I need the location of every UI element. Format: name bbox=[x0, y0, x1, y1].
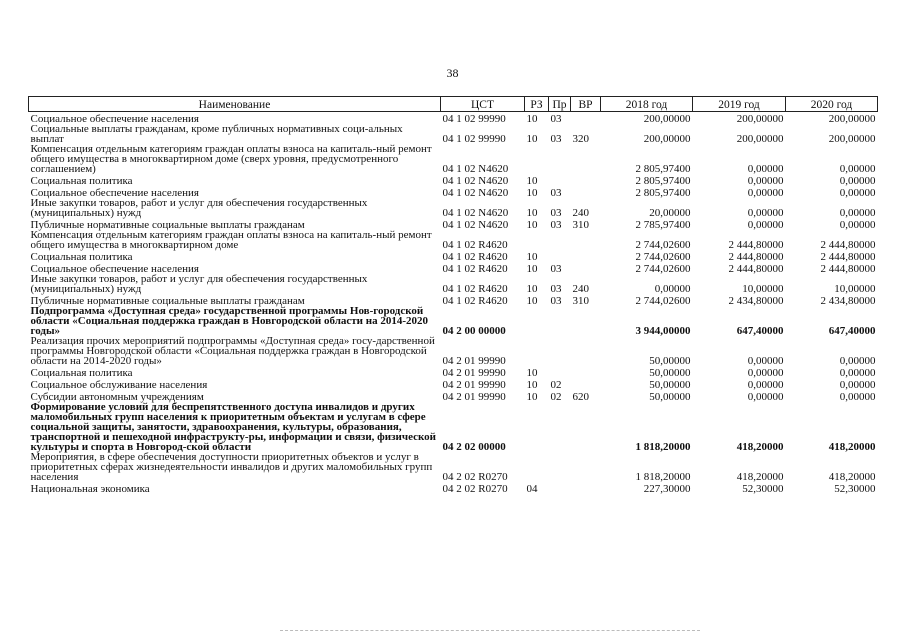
table-row bbox=[29, 452, 878, 482]
row-vr bbox=[571, 452, 601, 482]
row-2020: 200,00000 bbox=[828, 133, 876, 145]
row-name: Иные закупки товаров, работ и услуг для обеспечения государственных (муниципальных) нужд bbox=[30, 273, 368, 295]
row-name: Формирование условий для беспрепятственного доступа инвалидов и других маломобильных групп населения к приоритетным объектам и услугам в сфере социальной защиты, занятости, здравоохранения, культуры, образования, транспортной и пешеходной инфраструкту-ры, информации и связи, физической культуры и спорта в Новгород-ской области bbox=[30, 401, 437, 453]
row-rz bbox=[525, 230, 549, 250]
row-pr: 03 bbox=[550, 133, 562, 145]
row-name: Публичные нормативные социальные выплаты гражданам bbox=[30, 219, 305, 231]
row-cst: 04 1 02 R4620 bbox=[442, 263, 508, 275]
row-pr: 02 bbox=[550, 379, 562, 391]
row-2018: 200,00000 bbox=[643, 113, 691, 125]
row-name: Компенсация отдельным категориям граждан оплаты взноса на капиталь-ный ремонт общего имущества в многоквартирном доме bbox=[30, 229, 432, 251]
row-pr bbox=[549, 250, 571, 262]
row-cst: 04 1 02 99990 bbox=[442, 133, 506, 145]
row-vr bbox=[571, 174, 601, 186]
row-vr: 310 bbox=[572, 219, 589, 231]
row-name: Реализация прочих мероприятий подпрограммы «Доступная среда» госу-дарственной программы Новгородской области «Социальная поддержка граждан в Новгородской области на 2014-2020 годы» bbox=[30, 335, 435, 367]
row-rz: 10 bbox=[526, 251, 538, 263]
row-vr: 240 bbox=[572, 283, 589, 295]
row-pr bbox=[549, 482, 571, 494]
table-row bbox=[29, 198, 878, 218]
row-2020: 0,00000 bbox=[839, 187, 876, 199]
row-2019: 0,00000 bbox=[747, 379, 784, 391]
row-2020: 2 444,80000 bbox=[820, 239, 876, 251]
row-cst: 04 2 00 00000 bbox=[442, 325, 506, 337]
col-header-2019: 2019 год bbox=[693, 97, 786, 112]
row-cst: 04 1 02 N4620 bbox=[442, 175, 509, 187]
row-cst: 04 1 02 R4620 bbox=[442, 251, 508, 263]
row-pr: 03 bbox=[550, 295, 562, 307]
row-name: Социальное обеспечение населения bbox=[30, 263, 199, 275]
row-2020: 418,20000 bbox=[828, 471, 876, 483]
row-cst: 04 1 02 N4620 bbox=[442, 187, 509, 199]
row-2020: 200,00000 bbox=[828, 113, 876, 125]
row-pr: 03 bbox=[550, 187, 562, 199]
row-cst: 04 1 02 N4620 bbox=[442, 219, 509, 231]
row-pr: 03 bbox=[550, 113, 562, 125]
row-2019: 418,20000 bbox=[736, 441, 784, 453]
row-rz: 10 bbox=[526, 379, 538, 391]
row-pr bbox=[549, 402, 571, 452]
table-row bbox=[29, 144, 878, 174]
row-rz: 10 bbox=[526, 113, 538, 125]
row-name: Подпрограмма «Доступная среда» государственной программы Нов-городской области «Социальная поддержка граждан в Новгородской области на 2014-2020 годы» bbox=[30, 305, 428, 337]
table-row bbox=[29, 124, 878, 144]
row-pr bbox=[549, 230, 571, 250]
row-name: Социальная политика bbox=[30, 175, 133, 187]
row-2019: 0,00000 bbox=[747, 367, 784, 379]
row-2020: 2 444,80000 bbox=[820, 251, 876, 263]
row-2018: 50,00000 bbox=[649, 379, 691, 391]
row-vr bbox=[571, 112, 601, 125]
row-rz bbox=[525, 336, 549, 366]
table-row bbox=[29, 336, 878, 366]
row-2020: 10,00000 bbox=[834, 283, 876, 295]
row-rz: 04 bbox=[526, 483, 538, 495]
row-vr bbox=[571, 306, 601, 336]
row-pr: 03 bbox=[550, 219, 562, 231]
row-2020: 0,00000 bbox=[839, 163, 876, 175]
row-vr: 320 bbox=[572, 133, 589, 145]
row-rz: 10 bbox=[526, 219, 538, 231]
row-2019: 418,20000 bbox=[736, 471, 784, 483]
table-row bbox=[29, 250, 878, 262]
row-pr: 03 bbox=[550, 283, 562, 295]
row-rz: 10 bbox=[526, 367, 538, 379]
row-2019: 0,00000 bbox=[747, 207, 784, 219]
row-2018: 20,00000 bbox=[649, 207, 691, 219]
row-rz: 10 bbox=[526, 391, 538, 403]
row-2018: 1 818,20000 bbox=[635, 441, 691, 453]
row-2019: 200,00000 bbox=[736, 113, 784, 125]
row-pr bbox=[549, 174, 571, 186]
row-2019: 0,00000 bbox=[747, 391, 784, 403]
row-name: Социальная политика bbox=[30, 367, 133, 379]
scan-artifact-line bbox=[280, 630, 700, 633]
row-2020: 0,00000 bbox=[839, 207, 876, 219]
col-header-rz: РЗ bbox=[525, 97, 549, 112]
row-2019: 0,00000 bbox=[747, 175, 784, 187]
row-cst: 04 2 02 00000 bbox=[442, 441, 506, 453]
row-2019: 0,00000 bbox=[747, 355, 784, 367]
row-name: Иные закупки товаров, работ и услуг для обеспечения государственных (муниципальных) нужд bbox=[30, 197, 368, 219]
row-rz bbox=[525, 402, 549, 452]
row-2019: 2 444,80000 bbox=[728, 239, 784, 251]
row-2020: 52,30000 bbox=[834, 483, 876, 495]
col-header-name: Наименование bbox=[29, 97, 441, 112]
row-2020: 0,00000 bbox=[839, 391, 876, 403]
row-pr bbox=[549, 336, 571, 366]
row-vr bbox=[571, 230, 601, 250]
table-row bbox=[29, 482, 878, 494]
row-2018: 1 818,20000 bbox=[635, 471, 691, 483]
row-2020: 0,00000 bbox=[839, 355, 876, 367]
row-2019: 2 444,80000 bbox=[728, 263, 784, 275]
row-name: Публичные нормативные социальные выплаты гражданам bbox=[30, 295, 305, 307]
row-name: Мероприятия, в сфере обеспечения доступности приоритетных объектов и услуг в приоритетных сферах жизнедеятельности инвалидов и других маломобильных групп населения bbox=[30, 451, 433, 483]
row-vr: 620 bbox=[572, 391, 589, 403]
table-row bbox=[29, 174, 878, 186]
row-name: Национальная экономика bbox=[30, 483, 150, 495]
row-2019: 647,40000 bbox=[736, 325, 784, 337]
row-vr bbox=[571, 378, 601, 390]
row-vr bbox=[571, 366, 601, 378]
row-2019: 52,30000 bbox=[742, 483, 784, 495]
row-vr bbox=[571, 336, 601, 366]
row-pr: 03 bbox=[550, 263, 562, 275]
row-2018: 200,00000 bbox=[643, 133, 691, 145]
row-2018: 50,00000 bbox=[649, 355, 691, 367]
row-cst: 04 2 02 R0270 bbox=[442, 471, 508, 483]
row-cst: 04 2 01 99990 bbox=[442, 367, 506, 379]
row-2019: 0,00000 bbox=[747, 219, 784, 231]
row-rz: 10 bbox=[526, 133, 538, 145]
row-2019: 0,00000 bbox=[747, 163, 784, 175]
row-2018: 2 805,97400 bbox=[635, 163, 691, 175]
row-vr bbox=[571, 262, 601, 274]
row-cst: 04 2 01 99990 bbox=[442, 355, 506, 367]
row-vr: 240 bbox=[572, 207, 589, 219]
row-2018: 0,00000 bbox=[654, 283, 691, 295]
row-vr bbox=[571, 402, 601, 452]
row-rz: 10 bbox=[526, 175, 538, 187]
row-rz bbox=[525, 144, 549, 174]
row-2020: 2 444,80000 bbox=[820, 263, 876, 275]
table-row bbox=[29, 366, 878, 378]
row-rz: 10 bbox=[526, 207, 538, 219]
row-2020: 0,00000 bbox=[839, 379, 876, 391]
row-cst: 04 2 01 99990 bbox=[442, 391, 506, 403]
row-2018: 2 744,02600 bbox=[635, 295, 691, 307]
row-2018: 2 744,02600 bbox=[635, 251, 691, 263]
budget-table bbox=[28, 96, 878, 494]
page-number: 38 bbox=[446, 66, 459, 80]
row-2018: 2 744,02600 bbox=[635, 263, 691, 275]
row-vr bbox=[571, 250, 601, 262]
row-pr bbox=[549, 366, 571, 378]
table-row bbox=[29, 274, 878, 294]
row-vr bbox=[571, 482, 601, 494]
row-2018: 227,30000 bbox=[643, 483, 691, 495]
row-rz: 10 bbox=[526, 295, 538, 307]
col-header-2020: 2020 год bbox=[786, 97, 878, 112]
table-row bbox=[29, 402, 878, 452]
row-2019: 2 444,80000 bbox=[728, 251, 784, 263]
row-cst: 04 1 02 R4620 bbox=[442, 239, 508, 251]
col-header-cst: ЦСТ bbox=[441, 97, 525, 112]
row-rz bbox=[525, 306, 549, 336]
row-vr bbox=[571, 144, 601, 174]
row-2020: 647,40000 bbox=[828, 325, 876, 337]
col-header-vr: ВР bbox=[571, 97, 601, 112]
row-2020: 418,20000 bbox=[828, 441, 876, 453]
row-name: Социальное обслуживание населения bbox=[30, 379, 208, 391]
table-row bbox=[29, 378, 878, 390]
row-cst: 04 1 02 N4620 bbox=[442, 207, 509, 219]
row-name: Компенсация отдельным категориям граждан оплаты взноса на капиталь-ный ремонт общего имущества в многоквартирном доме (сверх уровня, предусмотренного соглашением) bbox=[30, 143, 432, 175]
col-header-pr: Пр bbox=[549, 97, 571, 112]
table-row bbox=[29, 230, 878, 250]
table-header-row bbox=[29, 97, 878, 112]
row-name: Социальная политика bbox=[30, 251, 133, 263]
row-name: Социальное обеспечение населения bbox=[30, 187, 199, 199]
row-vr: 310 bbox=[572, 295, 589, 307]
row-rz: 10 bbox=[526, 187, 538, 199]
row-2018: 50,00000 bbox=[649, 367, 691, 379]
row-2019: 0,00000 bbox=[747, 187, 784, 199]
row-pr bbox=[549, 144, 571, 174]
row-cst: 04 2 01 99990 bbox=[442, 379, 506, 391]
row-name: Субсидии автономным учреждениям bbox=[30, 391, 204, 403]
row-2020: 0,00000 bbox=[839, 219, 876, 231]
row-vr bbox=[571, 186, 601, 198]
table-body bbox=[29, 112, 878, 495]
row-cst: 04 1 02 99990 bbox=[442, 113, 506, 125]
row-2018: 2 805,97400 bbox=[635, 187, 691, 199]
row-pr: 02 bbox=[550, 391, 562, 403]
row-2018: 2 785,97400 bbox=[635, 219, 691, 231]
row-2019: 200,00000 bbox=[736, 133, 784, 145]
row-2020: 0,00000 bbox=[839, 367, 876, 379]
row-pr: 03 bbox=[550, 207, 562, 219]
row-cst: 04 1 02 R4620 bbox=[442, 295, 508, 307]
row-name: Социальное обеспечение населения bbox=[30, 113, 199, 125]
row-2019: 2 434,80000 bbox=[728, 295, 784, 307]
row-2018: 2 744,02600 bbox=[635, 239, 691, 251]
row-2018: 2 805,97400 bbox=[635, 175, 691, 187]
row-rz bbox=[525, 452, 549, 482]
row-2019: 10,00000 bbox=[742, 283, 784, 295]
row-cst: 04 2 02 R0270 bbox=[442, 483, 508, 495]
col-header-2018: 2018 год bbox=[601, 97, 693, 112]
row-2020: 0,00000 bbox=[839, 175, 876, 187]
row-name: Социальные выплаты гражданам, кроме публичных нормативных соци-альных выплат bbox=[30, 123, 403, 145]
row-2018: 3 944,00000 bbox=[635, 325, 691, 337]
row-cst: 04 1 02 N4620 bbox=[442, 163, 509, 175]
row-rz: 10 bbox=[526, 283, 538, 295]
row-pr bbox=[549, 306, 571, 336]
row-rz: 10 bbox=[526, 263, 538, 275]
row-2018: 50,00000 bbox=[649, 391, 691, 403]
row-2020: 2 434,80000 bbox=[820, 295, 876, 307]
row-cst: 04 1 02 R4620 bbox=[442, 283, 508, 295]
row-pr bbox=[549, 452, 571, 482]
table-row bbox=[29, 306, 878, 336]
